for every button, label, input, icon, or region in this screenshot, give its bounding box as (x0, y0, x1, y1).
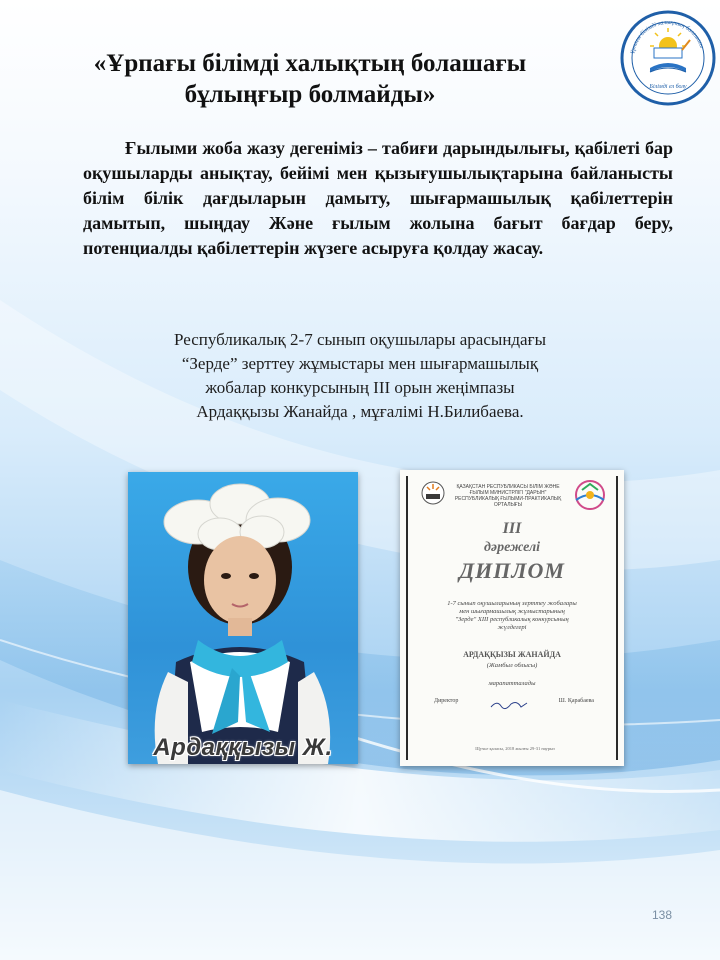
award-caption (120, 328, 600, 424)
diploma-image (400, 470, 624, 766)
logo-bottom-text: Білімді ел болу (649, 84, 687, 90)
diploma-director-row (434, 698, 594, 710)
intro-paragraph: Ғылыми жоба жазу дегеніміз – табиғи дарындылығы, қабілеті бар оқушыларды анықтау, бейімі мен қызығушылықтарына байланысты білім білік дағдыларын дамыту, шығармашылық қабілеттерін дамытып, шыңдау Және ғылым жолына бағыт бағдар беру, потенциалды қабілеттерін жүзеге асыруға қолдау жасау. (83, 138, 673, 258)
diploma-footer: Щучье қаласы, 2018 жылғы 29-31 наурыз (475, 746, 555, 751)
award-line-2: мен шығармашылық жұмыстарының (459, 608, 565, 615)
caption-line-3: жобалар конкурсының ІІІ орын жеңімпазы (205, 378, 515, 397)
school-logo-icon (620, 10, 716, 106)
title-line-1: «Ұрпағы білімді халықтың болашағы (93, 50, 527, 77)
diploma-degree-number: III (502, 520, 522, 537)
diploma-recipient: АРДАҚҚЫЗЫ ЖАНАЙДА (463, 650, 561, 659)
photo-name-label: Ардаққызы Ж. (153, 734, 333, 761)
diploma-award-text (416, 600, 608, 632)
zerde-logo-icon (568, 478, 612, 512)
daryn-emblem-icon (420, 480, 446, 506)
student-portrait-illustration (128, 472, 358, 764)
diploma-header: ҚАЗАҚСТАН РЕСПУБЛИКАСЫ БІЛІМ ЖӘНЕ ҒЫЛЫМ МИНИСТРЛІГІ "ДАРЫН" РЕСПУБЛИКАЛЫҚ ҒЫЛЫМИ-ПРАКТИКАЛЫҚ ОРТАЛЫҒЫ (454, 484, 562, 508)
signature-icon (489, 698, 529, 710)
logo-top-text: Ұрпағы білімді халықтың болашағы (630, 19, 705, 55)
award-line-4: жүлдегері (497, 624, 527, 631)
director-label: Директор (434, 698, 459, 704)
director-name: Ш. Қарабаева (558, 698, 594, 704)
diploma-degree-word: дәрежелі (483, 540, 541, 555)
title-line-2: бұлыңғыр болмайды» (184, 81, 436, 108)
diploma-region: (Жамбыл облысы) (486, 662, 538, 669)
caption-line-1: Республикалық 2-7 сынып оқушылары арасындағы (174, 330, 546, 349)
diploma-title: ДИПЛОМ (459, 558, 565, 583)
award-line-1: 1-7 сынып оқушыларының зерттеу жобалары (447, 600, 577, 607)
caption-line-2: “Зерде” зерттеу жұмыстары мен шығармашылық (181, 354, 539, 373)
student-photo (128, 472, 358, 764)
diploma-awarded: марапатталады (488, 680, 536, 687)
page-title (80, 48, 540, 110)
page-number: 138 (652, 908, 673, 922)
caption-line-4: Ардаққызы Жанайда , мұғалімі Н.Билибаева. (196, 402, 524, 421)
award-line-3: "Зерде" ХІІІ республикалық конкурсының (455, 616, 569, 623)
